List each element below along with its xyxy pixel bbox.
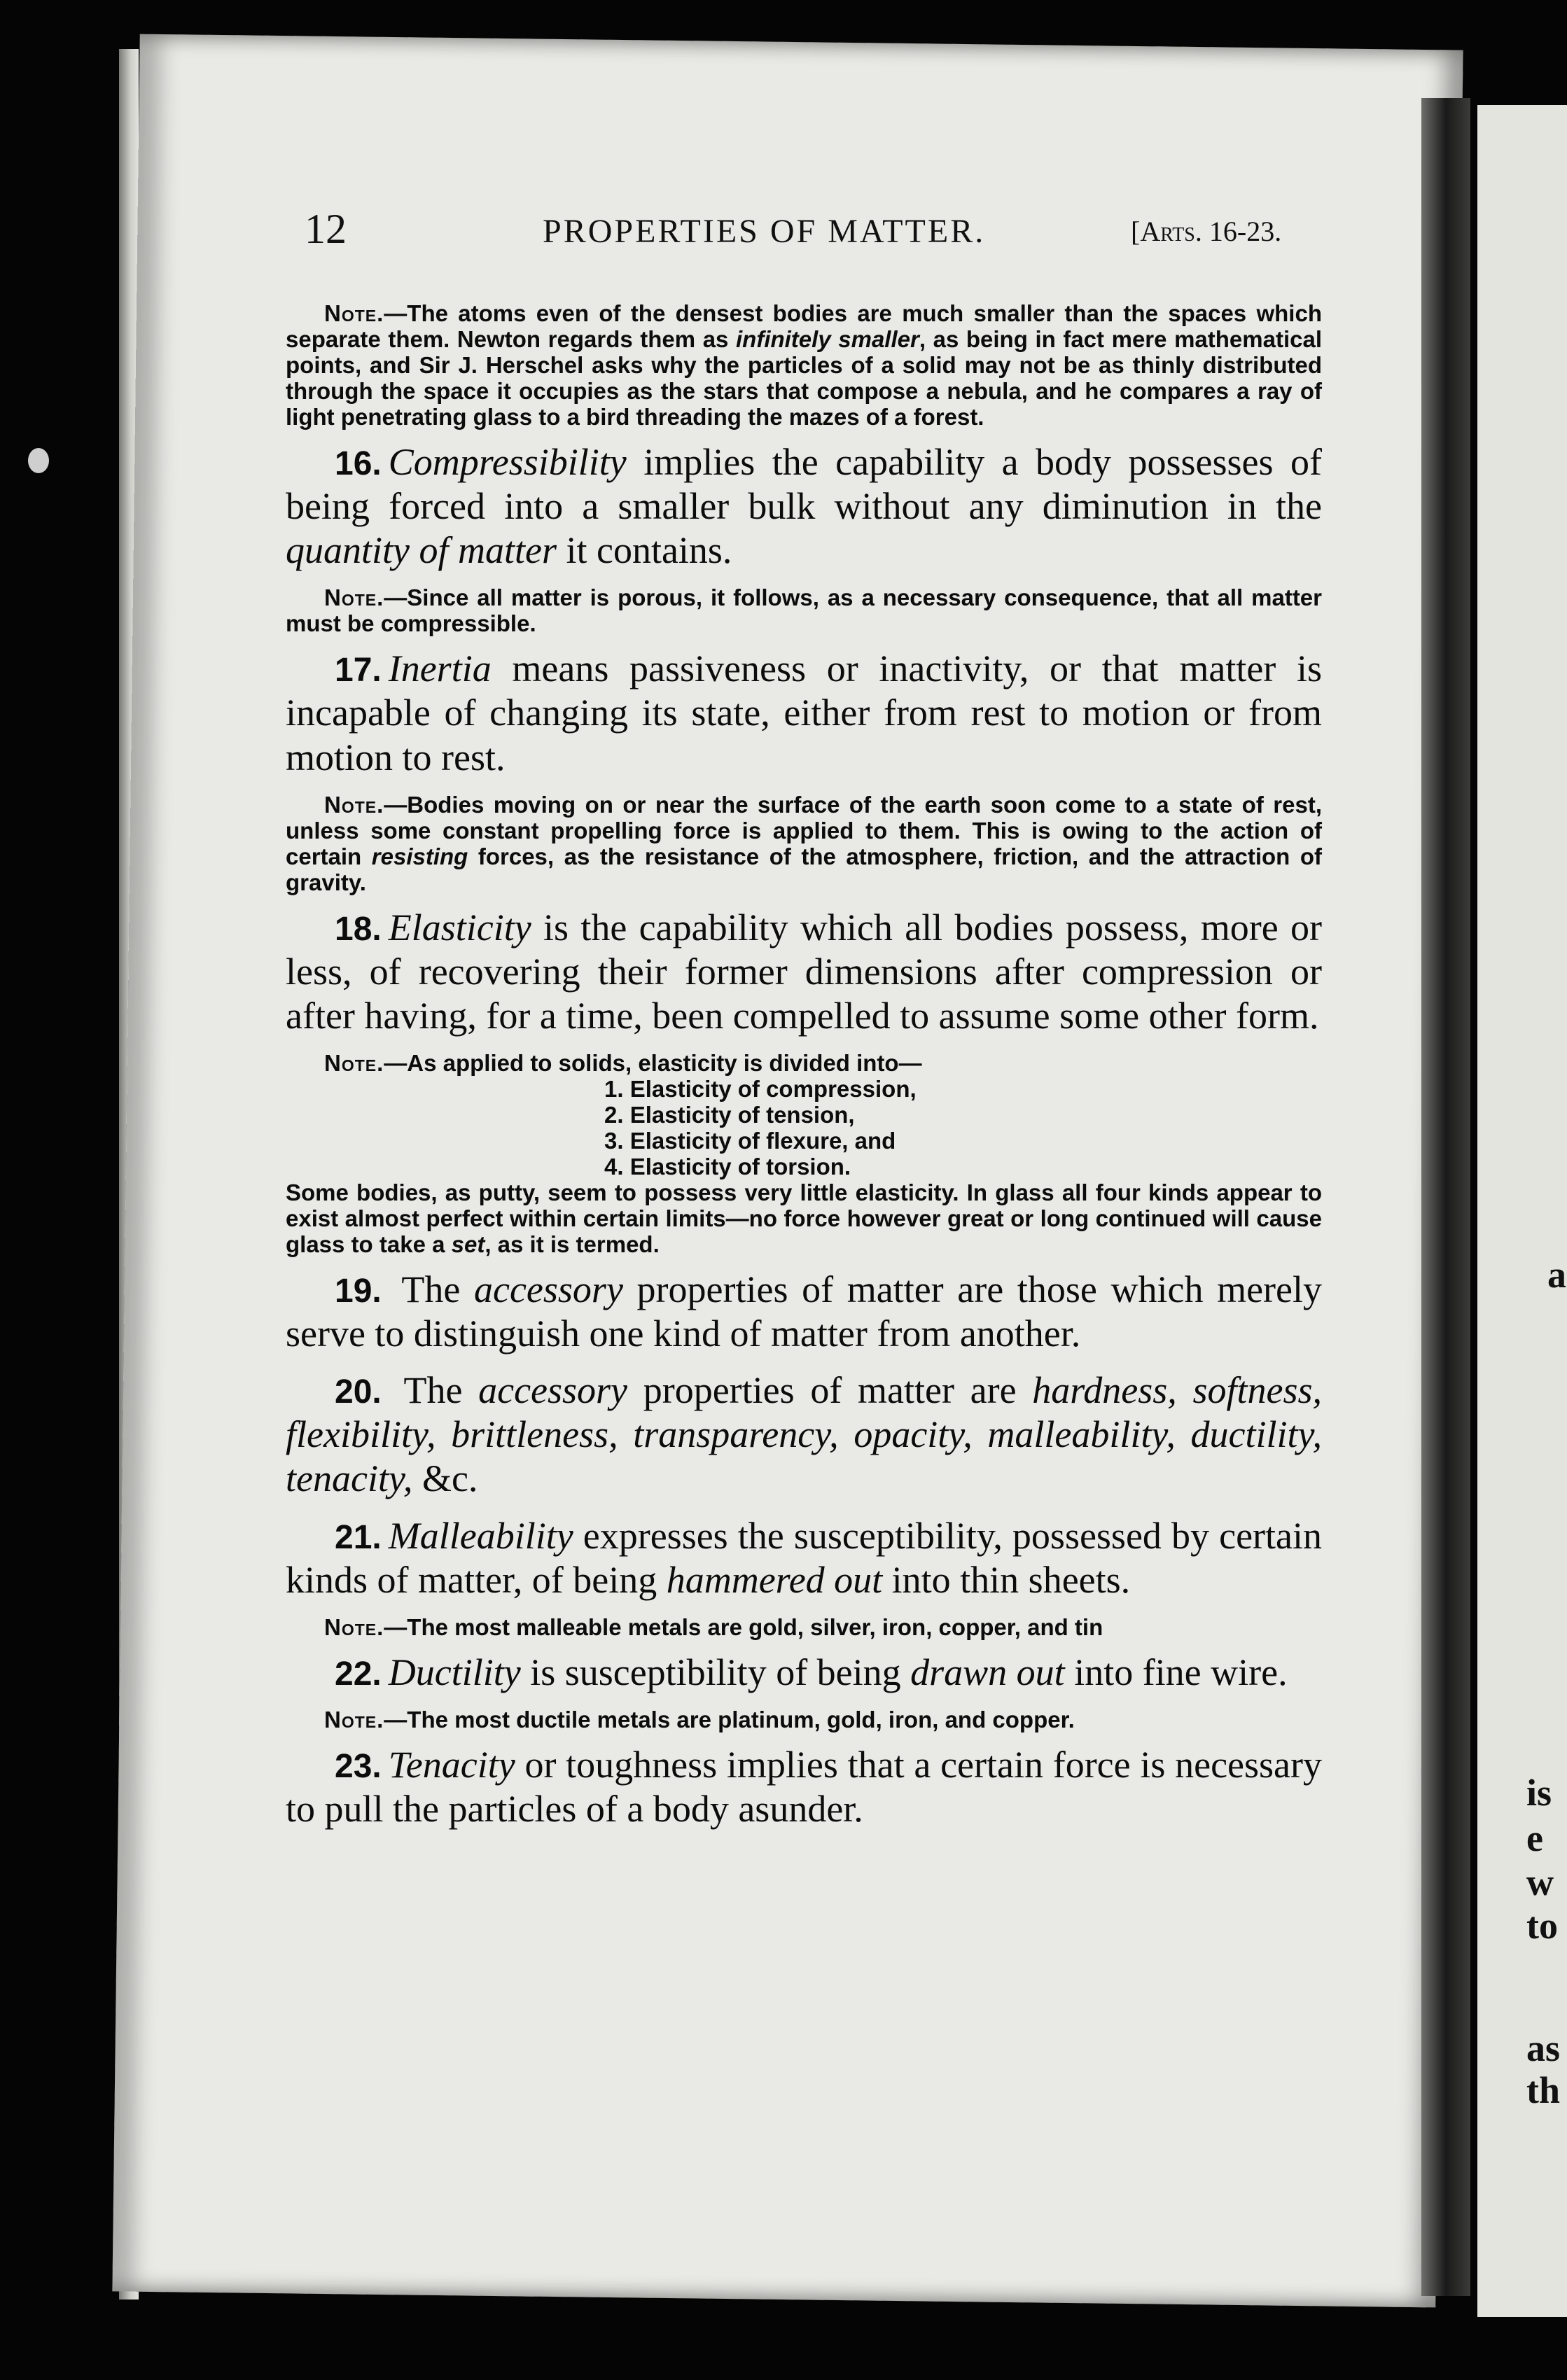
article-number: 19. (335, 1272, 382, 1310)
article-17 (286, 647, 1322, 780)
note-text: —Since all matter is porous, it follows, as a necessary consequence, that all matter must be compressible. (286, 584, 1322, 637)
note-elasticity (286, 1051, 1322, 1258)
article-text: The (388, 1268, 474, 1310)
article-number: 21. (335, 1518, 382, 1556)
article-text: means passiveness or inactivity, or that matter is incapable of changing its state, either from rest to motion or from motion to rest. (286, 648, 1322, 778)
article-23 (286, 1743, 1322, 1831)
note-label: Note. (324, 1706, 384, 1732)
article-text: implies the capability a body possesses of being forced into a smaller bulk without any diminution in the (286, 440, 1322, 527)
article-term: Inertia (388, 648, 492, 690)
article-number: 17. (335, 652, 382, 690)
facing-page-fragment: w (1526, 1861, 1554, 1903)
note-text: —Bodies moving on or near the surface of the earth soon come to a state of rest, unless some constant propelling force is applied to them. This is owing to the action of certain (286, 791, 1322, 869)
article-text: it contains. (556, 529, 732, 572)
note-text: , as it is termed. (485, 1231, 660, 1257)
note-label: Note. (324, 1050, 384, 1077)
article-text: properties of matter are those which merely serve to distinguish one kind of matter from another. (286, 1268, 1323, 1354)
note-label: Note. (324, 584, 384, 611)
article-number: 18. (335, 910, 382, 948)
note-ductile (286, 1707, 1322, 1733)
article-19 (286, 1268, 1322, 1356)
article-20 (286, 1368, 1322, 1502)
article-16 (286, 440, 1322, 573)
article-range: [Arts. 16-23. (1131, 216, 1282, 247)
article-number: 20. (335, 1373, 382, 1410)
note-compressible (286, 585, 1322, 637)
article-term: Malleability (388, 1514, 573, 1557)
list-item: 1. Elasticity of compression, (604, 1075, 917, 1102)
article-text: into thin sheets. (882, 1558, 1131, 1601)
note-label: Note. (324, 300, 384, 326)
list-item: 4. Elasticity of torsion. (604, 1153, 851, 1180)
article-term: Compressibility (388, 440, 627, 483)
note-label: Note. (324, 1614, 384, 1640)
note-emphasis: infinitely smaller (736, 326, 919, 352)
note-emphasis: set (451, 1231, 485, 1257)
article-text: &c. (412, 1457, 478, 1500)
note-text: —The atoms even of the densest bodies are much smaller than the spaces which separate them. Newton regards them as (286, 300, 1322, 352)
facing-page-fragment: as (1526, 2027, 1561, 2069)
note-label: Note. (324, 791, 384, 818)
article-18 (286, 906, 1322, 1039)
article-emphasis: hammered out (666, 1558, 883, 1601)
article-emphasis: accessory (478, 1369, 628, 1411)
facing-page-fragment: e (1526, 1817, 1543, 1859)
note-text: Some bodies, as putty, seem to possess very little elasticity. In glass all four kinds appear to exist almost perfect within certain limits—no force however great or long continued will cause glass to take a (286, 1179, 1322, 1257)
list-item: 2. Elasticity of tension, (604, 1101, 855, 1128)
article-21 (286, 1514, 1322, 1602)
article-text: is susceptibility of being (520, 1651, 911, 1693)
elasticity-kinds-list (604, 1077, 1322, 1180)
note-inertia (286, 792, 1322, 896)
page-number: 12 (305, 206, 347, 252)
article-text: The (388, 1369, 479, 1411)
article-number: 16. (335, 444, 382, 482)
scan-speck (28, 448, 49, 473)
note-text: —The most ductile metals are platinum, gold, iron, and copper. (384, 1706, 1075, 1732)
note-atoms (286, 301, 1322, 430)
article-emphasis: quantity of matter (286, 529, 557, 572)
facing-page-fragment: is (1526, 1772, 1552, 1814)
article-text: properties of matter are (627, 1369, 1033, 1411)
article-term: Elasticity (388, 906, 531, 948)
article-number: 23. (335, 1747, 382, 1785)
article-text: is the capability which all bodies possess, more or less, of recovering their former dimensions after compression or after having, for a time, been compelled to assume some other form. (286, 906, 1322, 1037)
article-emphasis: drawn out (910, 1651, 1065, 1693)
note-text: forces, as the resistance of the atmosphere, friction, and the attraction of gravity. (286, 843, 1322, 895)
note-text: , as being in fact mere mathematical points, and Sir J. Herschel asks why the particles of a solid may not be as thinly distributed through the space it occupies as the stars that compose a nebula, and he compares a ray of light penetrating glass to a bird threading the mazes of a forest. (286, 326, 1322, 430)
note-text-block (286, 1180, 1322, 1258)
list-item: 3. Elasticity of flexure, and (604, 1127, 896, 1154)
article-number: 22. (335, 1655, 382, 1693)
article-emphasis: accessory (474, 1268, 623, 1310)
facing-page-fragment: a (1547, 1254, 1566, 1296)
facing-page-fragment: to (1526, 1905, 1558, 1947)
note-intro (286, 1051, 1322, 1077)
facing-page-edge (1477, 105, 1567, 2317)
facing-page-fragment: th (1526, 2069, 1561, 2111)
article-term: Tenacity (388, 1743, 515, 1786)
article-term: Ductility (388, 1651, 521, 1693)
page-body (286, 301, 1322, 1844)
article-text: into fine wire. (1064, 1651, 1288, 1693)
page-header (305, 200, 1327, 255)
running-head: PROPERTIES OF MATTER. (543, 213, 986, 250)
article-text: expresses the susceptibility, possessed by certain kinds of matter, of being (286, 1514, 1322, 1601)
article-emphasis: hardness, softness, flexibility, brittleness, transparency, opacity, malleability, ductility, tenacity, (286, 1369, 1322, 1500)
article-text: or toughness implies that a certain force is necessary to pull the particles of a body asunder. (286, 1743, 1322, 1830)
note-text: —As applied to solids, elasticity is divided into— (384, 1050, 922, 1077)
article-22 (286, 1651, 1322, 1695)
note-malleable (286, 1615, 1322, 1641)
note-emphasis: resisting (371, 843, 468, 869)
note-text: —The most malleable metals are gold, silver, iron, copper, and tin (384, 1614, 1103, 1640)
page-gutter-right (1421, 98, 1470, 2296)
